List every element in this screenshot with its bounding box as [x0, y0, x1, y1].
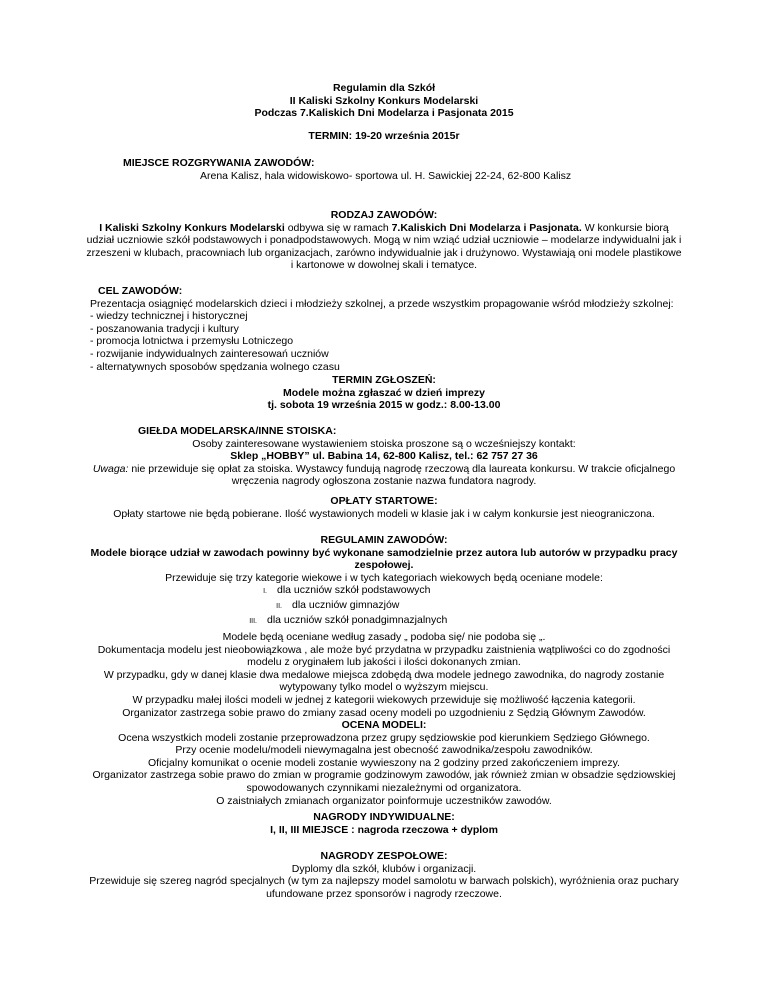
- gielda-uwaga: Uwaga:: [92, 462, 129, 475]
- regulamin-heading: REGULAMIN ZAWODÓW:: [320, 534, 448, 546]
- rodzaj-line1: [0, 222, 768, 235]
- rule-line: W przypadku, gdy w danej klasie dwa medalowe miejsca zdobędą dwa modele jednego zawodnika, do nagrody zostanie: [103, 668, 665, 681]
- nagrody-ind-text: I, II, III MIEJSCE : nagroda rzeczowa + dyplom: [270, 823, 498, 836]
- cel-item: - poszanowania tradycji i kultury: [90, 322, 239, 335]
- rule-line: Modele będą oceniane według zasady „ podoba się/ nie podoba się „.: [222, 631, 546, 643]
- termin-zgloszen-heading: TERMIN ZGŁOSZEŃ:: [332, 374, 436, 386]
- category-label: dla uczniów szkół ponadgimnazjalnych: [267, 613, 448, 626]
- oplaty-heading: OPŁATY STARTOWE:: [330, 495, 438, 507]
- gielda-line1: Osoby zainteresowane wystawieniem stoiska proszone są o wcześniejszy kontakt:: [192, 437, 576, 450]
- section-nagrody-zesp: [0, 850, 768, 900]
- section-termin-zgloszen: [0, 374, 768, 412]
- regulamin-bold2: zespołowej.: [354, 559, 414, 572]
- rodzaj-bold1: I Kaliski Szkolny Konkurs Modelarski: [99, 221, 285, 234]
- cel-heading: CEL ZAWODÓW:: [98, 285, 183, 297]
- category-label: dla uczniów gimnazjów: [292, 598, 400, 611]
- cel-item: - alternatywnych sposobów spędzania wolnego czasu: [90, 360, 340, 373]
- doc-subtitle-2: Podczas 7.Kaliskich Dni Modelarza i Pasjonata 2015: [254, 107, 514, 120]
- document-header: [0, 82, 768, 120]
- rodzaj-line4: i kartonowe w dowolnej skali i tematyce.: [290, 259, 478, 272]
- rodzaj-line2: udział uczniowie szkół podstawowych i ponadpodstawowych. Mogą w nim wziąć udział uczniowie – modelarze indywidualni jak i: [86, 234, 682, 247]
- cel-item: - wiedzy technicznej i historycznej: [90, 310, 248, 323]
- nagrody-zesp-heading: NAGRODY ZESPOŁOWE:: [320, 850, 448, 862]
- section-oplaty: [0, 495, 768, 520]
- rodzaj-heading: RODZAJ ZAWODÓW:: [330, 209, 438, 221]
- regulamin-rules: [0, 631, 768, 719]
- category-item: [0, 599, 768, 614]
- rule-line: Dokumentacja modelu jest nieobowiązkowa , ale może być przydatna w przypadku zaistnienia wątpliwości co do zgodności: [97, 643, 671, 656]
- category-item: [0, 614, 768, 629]
- rodzaj-text1: odbywa się w ramach: [284, 221, 392, 234]
- cel-item: - rozwijanie indywidualnych zainteresowań uczniów: [90, 347, 329, 360]
- rule-line: W przypadku małej ilości modeli w jednej z kategorii wiekowych przewiduje się możliwość łączenia kategorii.: [132, 693, 636, 706]
- gielda-line3-text: nie przewiduje się opłat za stoiska. Wystawcy fundują nagrodę rzeczową dla laureata konkursu. W trakcie oficjalnego: [128, 462, 676, 475]
- nagrody-ind-heading: NAGRODY INDYWIDUALNE:: [313, 811, 455, 823]
- rodzaj-bold2: 7.Kaliskich Dni Modelarza i Pasjonata.: [391, 221, 582, 234]
- ocena-line: Oficjalny komunikat o ocenie modeli zostanie wywieszony na 2 godziny przed zakończeniem imprezy.: [148, 756, 620, 769]
- doc-subtitle: II Kaliski Szkolny Konkurs Modelarski: [289, 94, 479, 107]
- nagrody-zesp-line1: Dyplomy dla szkół, klubów i organizacji.: [291, 862, 477, 875]
- regulamin-line1: Przewiduje się trzy kategorie wiekowe i w tych kategoriach wiekowych będą oceniane modele:: [165, 571, 603, 584]
- ocena-line: O zaistniałych zmianach organizator poinformuje uczestników zawodów.: [216, 794, 552, 807]
- regulamin-bold1: Modele biorące udział w zawodach powinny być wykonane samodzielnie przez autora lub autorów w przypadku pracy: [90, 546, 678, 559]
- gielda-heading: GIEŁDA MODELARSKA/INNE STOISKA:: [138, 425, 337, 437]
- miejsce-heading: MIEJSCE ROZGRYWANIA ZAWODÓW:: [123, 157, 315, 169]
- rodzaj-line3: zrzeszeni w klubach, pracowniach lub organizacjach, zarówno indywidualnie jak i drużynowo. Wystawiają oni modele plastikowe: [86, 246, 682, 259]
- section-nagrody-ind: [0, 811, 768, 836]
- cel-intro: Prezentacja osiągnięć modelarskich dzieci i młodzieży szkolnej, a przede wszystkim propagowanie wśród młodzieży szkolnej:: [90, 297, 674, 310]
- rule-line: Organizator zastrzega sobie prawo do zmiany zasad oceny modeli po uzgodnieniu z Sędzią Głównym Zawodów.: [122, 706, 646, 719]
- category-number: I.: [263, 588, 267, 596]
- miejsce-text: Arena Kalisz, hala widowiskowo- sportowa ul. H. Sawickiej 22-24, 62-800 Kalisz: [200, 169, 572, 182]
- cel-item: - promocja lotnictwa i przemysłu Lotniczego: [90, 335, 294, 348]
- category-label: dla uczniów szkół podstawowych: [277, 584, 431, 597]
- termin-zgloszen-line2: tj. sobota 19 września 2015 w godz.: 8.00-13.00: [267, 399, 501, 412]
- nagrody-zesp-line3: ufundowane przez sponsorów i nagrody rzeczowe.: [266, 887, 502, 900]
- gielda-contact: Sklep „HOBBY” ul. Babina 14, 62-800 Kalisz, tel.: 62 757 27 36: [230, 450, 538, 463]
- section-rodzaj: [0, 209, 768, 272]
- section-miejsce: [0, 157, 768, 182]
- ocena-line: Ocena wszystkich modeli zostanie przeprowadzona przez grupy sędziowskie pod kierunkiem Sędziego Głównego.: [118, 731, 650, 744]
- termin: TERMIN: 19-20 września 2015r: [308, 130, 460, 142]
- nagrody-zesp-line2: Przewiduje się szereg nagród specjalnych (w tym za najlepszy model samolotu w barwach polskich), wyróżnienia oraz puchary: [89, 875, 679, 888]
- doc-title: Regulamin dla Szkół: [332, 82, 436, 94]
- category-number: II.: [276, 602, 282, 610]
- category-item: [0, 584, 768, 599]
- ocena-heading: OCENA MODELI:: [341, 719, 427, 731]
- category-number: III.: [249, 617, 257, 625]
- gielda-line3: [0, 463, 768, 476]
- ocena-line: Organizator zastrzega sobie prawo do zmian w programie godzinowym zawodów, jak również zmian w obsadzie sędziowskiej: [92, 769, 676, 782]
- section-regulamin: [0, 534, 768, 628]
- ocena-line: spowodowanych czynnikami niezależnymi od organizatora.: [246, 781, 522, 794]
- rodzaj-text2: W konkursie biorą: [581, 221, 669, 234]
- section-gielda: [0, 425, 768, 488]
- oplaty-text: Opłaty startowe nie będą pobierane. Ilość wystawionych modeli w klasie jak i w całym konkursie jest nieograniczona.: [113, 507, 655, 520]
- section-cel: [0, 285, 768, 373]
- rule-line: modelu z oryginałem lub jakości i ilości dokonanych zmian.: [247, 656, 521, 669]
- section-ocena: [0, 719, 768, 807]
- gielda-line4: wręczenia nagrody ogłoszona zostanie nazwa fundatora nagrody.: [231, 475, 537, 488]
- rule-line: wytypowany tylko model o wyższym miejscu.: [279, 681, 489, 694]
- termin-zgloszen-line1: Modele można zgłaszać w dzień imprezy: [283, 386, 485, 399]
- ocena-line: Przy ocenie modelu/modeli niewymagalna jest obecność zawodnika/zespołu zawodników.: [175, 744, 593, 757]
